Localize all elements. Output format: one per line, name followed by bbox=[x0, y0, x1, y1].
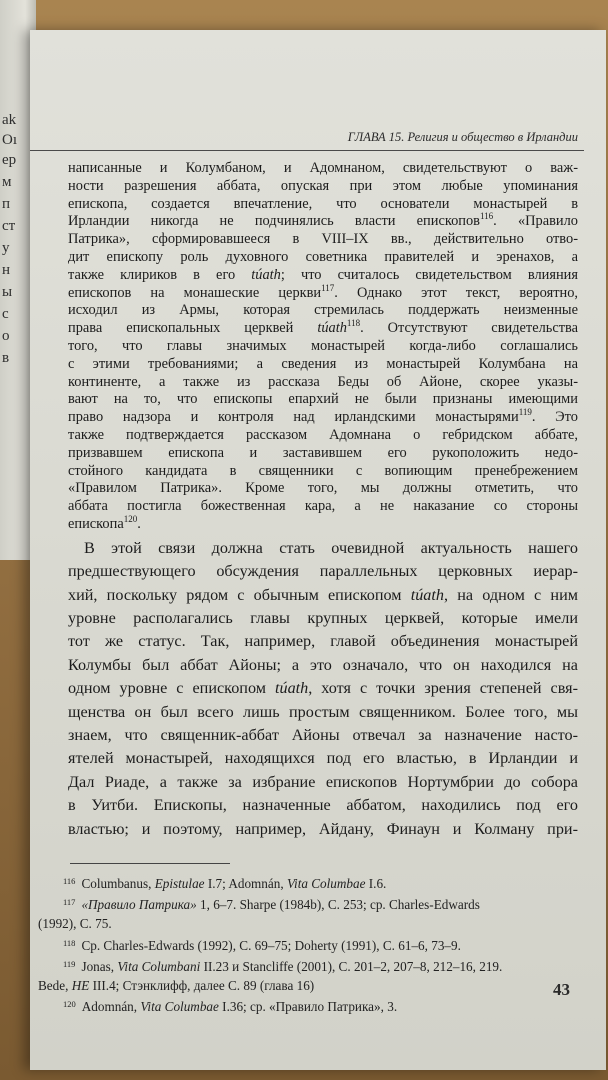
text-line: также подтверждается рассказом Адомнана о гебридском аббате, bbox=[68, 426, 578, 443]
text-line: с этими требованиями; а сведения из монастырей Колумбана на bbox=[68, 355, 578, 372]
facing-page-fragment: ы bbox=[2, 284, 13, 300]
facing-page-fragment: ak bbox=[2, 112, 17, 128]
text-line: стойного кандидата в священники с вопиющим пренебрежением bbox=[68, 462, 578, 479]
footnote-118: $^{118}$ Cp. Charles-Edwards (1992), С. 69–75; Doherty (1991), С. 61–6, 73–9. bbox=[63, 937, 461, 953]
header-rule bbox=[30, 150, 584, 151]
text-line: также клириков в его túath; что считалось свидетельством влияния bbox=[68, 266, 578, 283]
text-line: знаем, что священник-аббат Айоны отвечал за назначение насто- bbox=[68, 725, 578, 744]
text-line: щенства он был всего лишь простым священником. Более того, мы bbox=[68, 702, 578, 721]
text-line: того, что главы значимых монастырей когда-либо соглашались bbox=[68, 337, 578, 354]
text-line: написанные и Колумбаном, и Адомнаном, свидетельствуют о важ- bbox=[68, 160, 578, 176]
footnote-ref: 120 bbox=[123, 513, 138, 524]
footnote-116: $^{116}$ Columbanus, Epistulae I.7; Adomnán, Vita Columbae I.6. bbox=[63, 876, 387, 891]
text-line: права епископальных церквей túath$^{118}$. Отсутствуют свидетельства bbox=[68, 318, 578, 337]
footnote-ref: 118 bbox=[346, 318, 361, 329]
text-line: епископа, создается впечатление, что основатели монастырей в bbox=[68, 195, 578, 212]
page-number: 43 bbox=[553, 980, 570, 999]
text-line: епископа$^{120}$. bbox=[68, 513, 141, 532]
paragraph-2 bbox=[68, 537, 578, 841]
footnote-ref: 117 bbox=[321, 282, 335, 293]
footnote-rule bbox=[70, 863, 230, 864]
facing-page-fragment: в bbox=[2, 350, 10, 366]
text-line: аббата постигла божественная кара, а не наказание со стороны bbox=[68, 498, 578, 515]
text-line: ности разрешения аббата, опуская при этом любые упоминания bbox=[68, 177, 578, 194]
text-line: властью; и поэтому, например, Айдану, Финаун и Колману при- bbox=[68, 819, 578, 838]
text-line: «Правилом Патрика». Кроме того, мы должны отметить, что bbox=[68, 480, 578, 497]
book-page bbox=[30, 30, 606, 1070]
text-line: Ирландии никогда не подчинялись власти епископов$^{116}$. «Правило bbox=[68, 211, 578, 230]
text-line: ятелей монастырей, находящихся под его властью, в Ирландии и bbox=[68, 749, 578, 768]
footnote-117: $^{117}$ «Правило Патрика» 1, 6–7. Sharpe (1984b), С. 253; cp. Charles-Edwards bbox=[63, 897, 480, 913]
facing-page-fragment: Oı bbox=[2, 132, 17, 148]
footnote-119-cont: Bede, HE III.4; Стэнклифф, далее С. 89 (глава 16) bbox=[38, 978, 315, 994]
text-line: право надзора и контроля над ирландскими монастырями$^{119}$. Это bbox=[68, 407, 578, 426]
facing-page-fragment: o bbox=[2, 328, 10, 344]
text-line: хий, поскольку рядом с обычным епископом túath, на одном с ним bbox=[68, 585, 578, 604]
text-line: призвавшем епископа и заставившем его рукоположить недо- bbox=[68, 444, 578, 461]
main-text bbox=[68, 160, 578, 841]
facing-page-fragment: у bbox=[2, 240, 10, 256]
footnote-ref: 116 bbox=[479, 211, 494, 222]
footnote-117-cont: (1992), С. 75. bbox=[38, 916, 112, 932]
text-line: епископов на монашеские церкви$^{117}$. Однако этот текст, вероятно, bbox=[68, 282, 578, 301]
text-line: Дал Риаде, а также за избрание епископов Нортумбрии до собора bbox=[68, 772, 578, 791]
facing-page-fragment: ep bbox=[2, 152, 17, 168]
facing-page-fragment: п bbox=[2, 196, 11, 212]
facing-page-fragment: м bbox=[2, 174, 12, 190]
text-line: континенте, а также из рассказа Беды об Айоне, скорее указы- bbox=[68, 373, 578, 390]
facing-page-fragment: c bbox=[2, 306, 9, 322]
text-line: предшествующего обсуждения параллельных церковных иерар- bbox=[68, 562, 578, 581]
footnotes bbox=[38, 872, 593, 1016]
text-line: уровне располагались главы крупных церквей, которые имели bbox=[68, 608, 578, 627]
facing-page-fragment: н bbox=[2, 262, 11, 278]
text-line: вают на то, что епископы епархий не были признаны имеющими bbox=[68, 391, 578, 408]
footnote-120: $^{120}$ Adomnán, Vita Columbae I.36; cp. «Правило Патрика», 3. bbox=[63, 999, 398, 1015]
text-line: В этой связи должна стать очевидной актуальность нашего bbox=[84, 538, 578, 557]
paragraph-1 bbox=[68, 160, 578, 534]
text-line: исходил из Армы, которая стремилась поддержать неизменные bbox=[68, 302, 578, 319]
running-head: ГЛАВА 15. Религия и общество в Ирландии bbox=[347, 130, 578, 144]
text-line: Патрика», сформировавшееся в VIII–IX вв., действительно отво- bbox=[68, 231, 578, 248]
facing-page-fragment: ст bbox=[2, 218, 16, 234]
text-line: Колумбы был аббат Айоны; а это означало, что он находился на bbox=[68, 655, 578, 674]
text-line: тот же статус. Так, например, главой объединения монастырей bbox=[68, 632, 578, 651]
footnote-ref: 119 bbox=[518, 407, 532, 418]
text-line: в Уитби. Епископы, назначенные аббатом, находились под его bbox=[68, 796, 578, 815]
text-line: дит епископу роль духовного советника правителей и эренахов, а bbox=[68, 248, 578, 265]
text-line: одном уровне с епископом túath, хотя с точки зрения степеней свя- bbox=[68, 679, 578, 698]
footnote-119: $^{119}$ Jonas, Vita Columbani II.23 и Stancliffe (2001), С. 201–2, 207–8, 212–16, 219. bbox=[63, 958, 503, 974]
